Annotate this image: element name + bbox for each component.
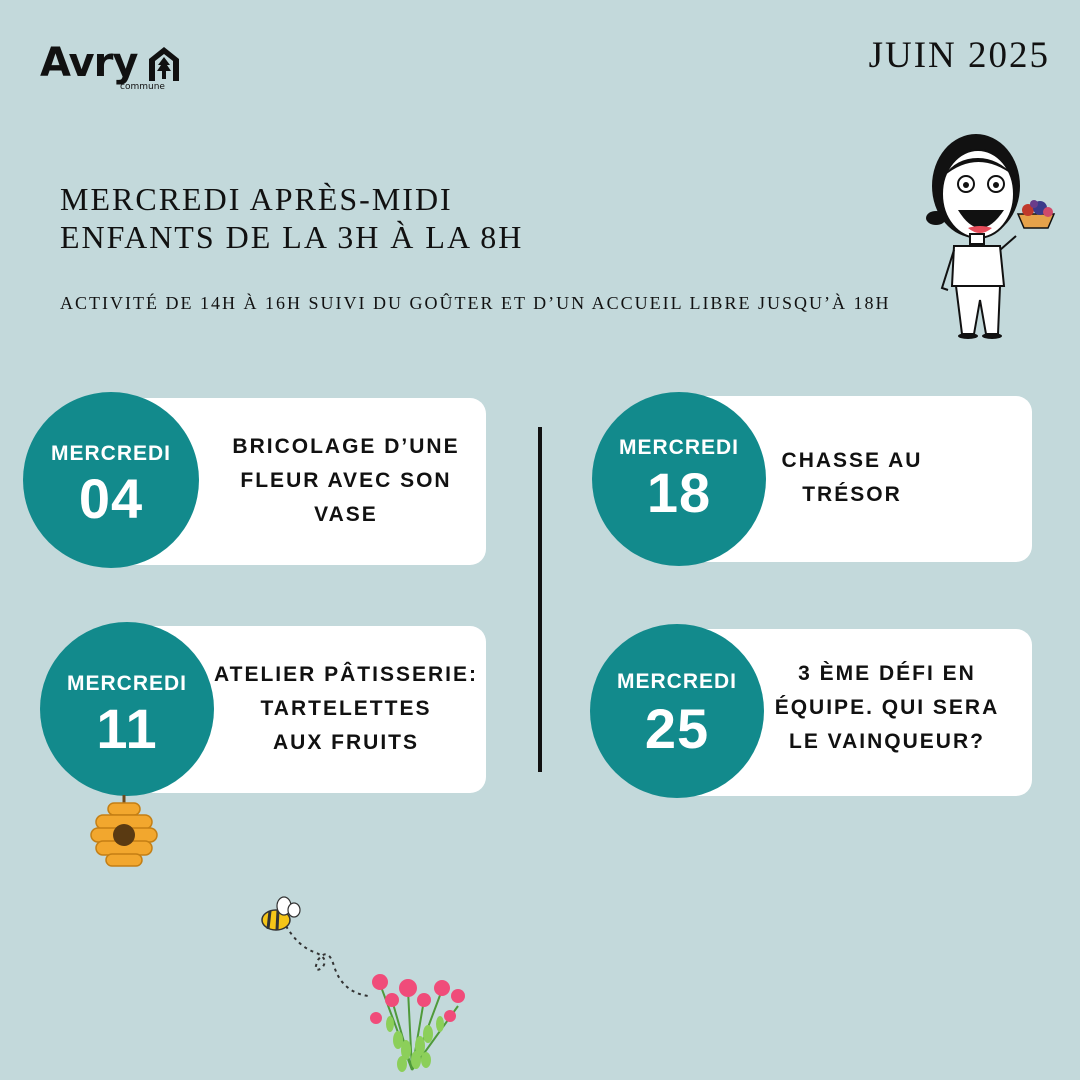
girl-holding-tart-illustration	[918, 128, 1063, 343]
badge-day-label: MERCREDI	[618, 436, 739, 459]
house-tree-icon	[146, 43, 182, 83]
beehive-icon	[88, 795, 160, 869]
badge-date-number: 04	[78, 467, 144, 530]
badge-day-label: MERCREDI	[616, 670, 737, 693]
bee-icon	[258, 896, 370, 1002]
month-label: JUIN 2025	[868, 35, 1050, 76]
event-activity-25: 3 ÈME DÉFI EN ÉQUIPE. QUI SERA LE VAINQUEUR?	[774, 662, 1000, 753]
badge-day-label: MERCREDI	[66, 672, 187, 695]
date-badge-25	[590, 624, 764, 798]
badge-date-number: 25	[644, 697, 710, 760]
event-activity-04: BRICOLAGE D’UNE FLEUR AVEC SON VASE	[232, 435, 460, 526]
logo-subtext: commune	[120, 82, 165, 92]
title-line-1: MERCREDI APRÈS-MIDI	[60, 181, 453, 217]
date-badge-18	[592, 392, 766, 566]
flowers-illustration	[362, 960, 474, 1072]
title-line-2: ENFANTS DE LA 3H À LA 8H	[60, 219, 524, 255]
page-title	[60, 180, 523, 256]
column-divider	[538, 427, 542, 772]
event-activity-11: ATELIER PÂTISSERIE: TARTELETTES AUX FRUITS	[214, 663, 478, 754]
badge-day-label: MERCREDI	[50, 442, 171, 465]
event-activity-18: CHASSE AU TRÉSOR	[781, 449, 923, 506]
schedule-subtitle: ACTIVITÉ DE 14H À 16H SUIVI DU GOÛTER ET D’UN ACCUEIL LIBRE JUSQU’À 18H	[60, 293, 891, 313]
date-badge-11	[40, 622, 214, 796]
date-badge-04	[23, 392, 199, 568]
badge-date-number: 18	[646, 461, 712, 524]
avry-logo	[40, 38, 190, 96]
logo-text: Avry	[40, 40, 138, 86]
badge-date-number: 11	[96, 697, 158, 760]
